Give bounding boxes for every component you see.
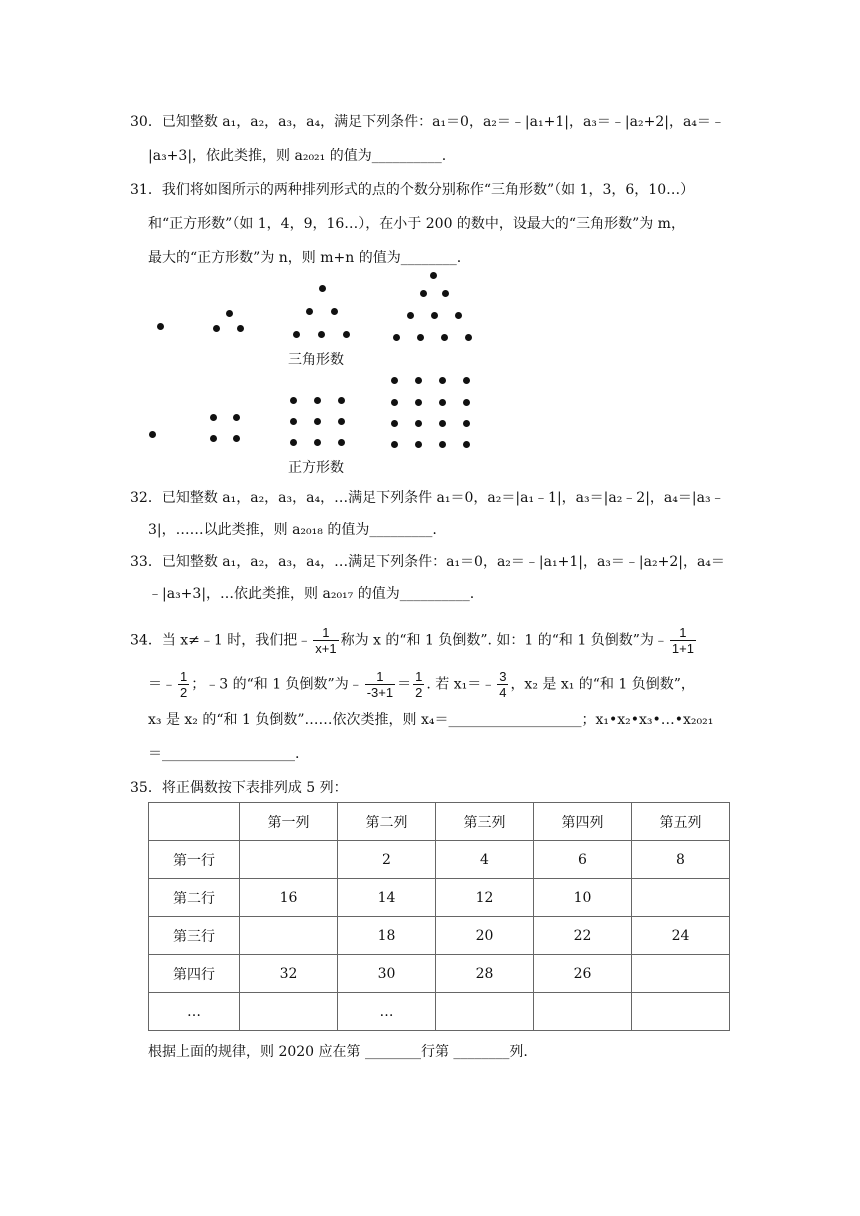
dot — [391, 399, 398, 406]
fraction — [178, 669, 189, 700]
dot — [314, 418, 321, 425]
table-cell: 10 — [534, 879, 632, 917]
dot — [318, 331, 325, 338]
fraction-numerator: 1 — [415, 669, 423, 684]
table-row — [149, 955, 730, 993]
dot — [391, 377, 398, 384]
table-cell: 22 — [534, 917, 632, 955]
dot — [415, 441, 422, 448]
q33-line1: 33．已知整数 a₁，a₂，a₃，a₄，…满足下列条件：a₁＝0，a₂＝﹣|a₁+1|，a₃＝﹣|a₂+2|，a₄＝ — [130, 554, 725, 570]
table-row — [149, 879, 730, 917]
table-row — [149, 993, 730, 1031]
fraction — [413, 669, 424, 700]
q31-line1: 31．我们将如图所示的两种排列形式的点的个数分别称作“三角形数”（如 1，3，6，10…） — [130, 182, 695, 198]
table-cell: 24 — [632, 917, 730, 955]
fraction-denominator: 2 — [415, 685, 423, 700]
table-cell — [632, 879, 730, 917]
q31-line3: 最大的“正方形数”为 n，则 m+n 的值为________. — [148, 250, 462, 266]
q35-line1: 35．将正偶数按下表排列成 5 列： — [130, 780, 348, 796]
q30-line2: |a₃+3|，依此类推，则 a₂₀₂₁ 的值为__________. — [148, 148, 447, 164]
dot — [463, 420, 470, 427]
dot — [455, 312, 462, 319]
q35-footer: 根据上面的规律，则 2020 应在第 ________行第 ________列. — [148, 1044, 528, 1060]
dot — [213, 325, 220, 332]
even-number-table — [148, 802, 730, 1031]
dot — [463, 377, 470, 384]
dot — [290, 397, 297, 404]
fraction-denominator: 4 — [499, 685, 507, 700]
dot — [393, 334, 400, 341]
dot — [290, 418, 297, 425]
fraction-denominator: -3+1 — [366, 685, 394, 700]
table-header-cell: 第三列 — [436, 803, 534, 841]
q32-line2: 3|，……以此类推，则 a₂₀₁₈ 的值为_________. — [148, 522, 437, 538]
dot — [293, 331, 300, 338]
table-cell — [240, 993, 338, 1031]
table-header-cell: 第五列 — [632, 803, 730, 841]
dot — [415, 420, 422, 427]
fraction-numerator: 3 — [499, 669, 507, 684]
table-header-cell: 第一列 — [240, 803, 338, 841]
fraction — [670, 625, 696, 656]
dot — [391, 420, 398, 427]
table-row — [149, 841, 730, 879]
table-cell: 26 — [534, 955, 632, 993]
fraction-denominator: 1+1 — [671, 641, 694, 656]
table-header-cell: 第二列 — [338, 803, 436, 841]
table-header-cell: 第四列 — [534, 803, 632, 841]
dot — [149, 431, 156, 438]
table-cell — [436, 993, 534, 1031]
table-row — [149, 917, 730, 955]
dot — [391, 441, 398, 448]
fraction-denominator: x+1 — [315, 641, 337, 656]
dot — [338, 418, 345, 425]
q34-text: ＝ — [397, 676, 412, 693]
q34-text: ＝﹣ — [148, 676, 176, 693]
dot — [463, 399, 470, 406]
q34-text: 称为 x 的“和 1 负倒数”. 如：1 的“和 1 负倒数”为﹣ — [340, 632, 668, 649]
dot — [338, 439, 345, 446]
dot — [415, 377, 422, 384]
table-cell — [632, 993, 730, 1031]
dot — [439, 420, 446, 427]
dot — [306, 308, 313, 315]
fraction-numerator: 1 — [180, 669, 188, 684]
dot — [314, 397, 321, 404]
dot — [442, 290, 449, 297]
q30-line1: 30．已知整数 a₁，a₂，a₃，a₄，满足下列条件：a₁＝0，a₂＝﹣|a₁+1|，a₃＝﹣|a₂+2|，a₄＝﹣ — [130, 114, 725, 130]
q31-line2: 和“正方形数”（如 1，4，9，16…），在小于 200 的数中，设最大的“三角形数”为 m， — [148, 216, 685, 232]
q34-text: ，x₂ 是 x₁ 的“和 1 负倒数”， — [510, 676, 695, 693]
fraction — [365, 669, 395, 700]
dot — [338, 397, 345, 404]
dot — [319, 285, 326, 292]
dot — [343, 331, 350, 338]
dot — [237, 325, 244, 332]
table-cell: 18 — [338, 917, 436, 955]
fraction — [313, 625, 338, 656]
square-numbers-label: 正方形数 — [288, 460, 344, 476]
table-cell: 30 — [338, 955, 436, 993]
table-cell: 第一行 — [149, 841, 240, 879]
table-cell: … — [149, 993, 240, 1031]
dot — [415, 399, 422, 406]
dot — [430, 272, 437, 279]
q34-text: ；﹣3 的“和 1 负倒数”为﹣ — [191, 676, 363, 693]
q34-text: 34．当 x≠﹣1 时，我们把﹣ — [130, 632, 312, 649]
table-cell: 2 — [338, 841, 436, 879]
dot — [439, 399, 446, 406]
dot — [331, 308, 338, 315]
q34-line2 — [148, 669, 695, 700]
q34-line4: ＝___________________. — [148, 746, 300, 762]
fraction-denominator: 2 — [180, 685, 188, 700]
table-cell: … — [338, 993, 436, 1031]
table-cell: 第二行 — [149, 879, 240, 917]
dot — [210, 414, 217, 421]
dot — [314, 439, 321, 446]
table-cell: 4 — [436, 841, 534, 879]
dot — [420, 290, 427, 297]
dot — [439, 377, 446, 384]
dot — [226, 310, 233, 317]
table-cell: 12 — [436, 879, 534, 917]
q34-text: . 若 x₁＝﹣ — [426, 676, 496, 693]
q33-line2: ﹣|a₃+3|，…依此类推，则 a₂₀₁₇ 的值为__________. — [148, 586, 475, 602]
table-cell: 第四行 — [149, 955, 240, 993]
table-cell — [240, 841, 338, 879]
table-cell — [534, 993, 632, 1031]
table-header-cell — [149, 803, 240, 841]
table-cell: 8 — [632, 841, 730, 879]
table-header-row — [149, 803, 730, 841]
dot — [233, 414, 240, 421]
fraction-numerator: 1 — [670, 625, 696, 641]
dot — [463, 441, 470, 448]
q34-line3: x₃ 是 x₂ 的“和 1 负倒数”……依次类推，则 x₄＝___________________；x₁•x₂•x₃•…•x₂₀₂₁ — [148, 712, 714, 728]
table-cell: 14 — [338, 879, 436, 917]
table-cell — [632, 955, 730, 993]
dot — [417, 334, 424, 341]
table-cell: 28 — [436, 955, 534, 993]
table-cell: 32 — [240, 955, 338, 993]
fraction-numerator: 1 — [365, 669, 395, 685]
dot — [233, 435, 240, 442]
fraction-numerator: 1 — [313, 625, 338, 641]
q32-line1: 32．已知整数 a₁，a₂，a₃，a₄，…满足下列条件 a₁＝0，a₂＝|a₁﹣1|，a₃＝|a₂﹣2|，a₄＝|a₃﹣ — [130, 490, 725, 506]
table-cell: 6 — [534, 841, 632, 879]
table-cell: 第三行 — [149, 917, 240, 955]
table-cell — [240, 917, 338, 955]
dot — [441, 334, 448, 341]
dot — [431, 312, 438, 319]
triangle-numbers-label: 三角形数 — [288, 352, 344, 368]
q34-line1 — [130, 625, 698, 656]
table-cell: 20 — [436, 917, 534, 955]
dot — [157, 323, 164, 330]
dot — [290, 439, 297, 446]
table-cell: 16 — [240, 879, 338, 917]
dot — [439, 441, 446, 448]
fraction — [497, 669, 508, 700]
dot — [407, 312, 414, 319]
dot — [465, 334, 472, 341]
dot — [210, 435, 217, 442]
